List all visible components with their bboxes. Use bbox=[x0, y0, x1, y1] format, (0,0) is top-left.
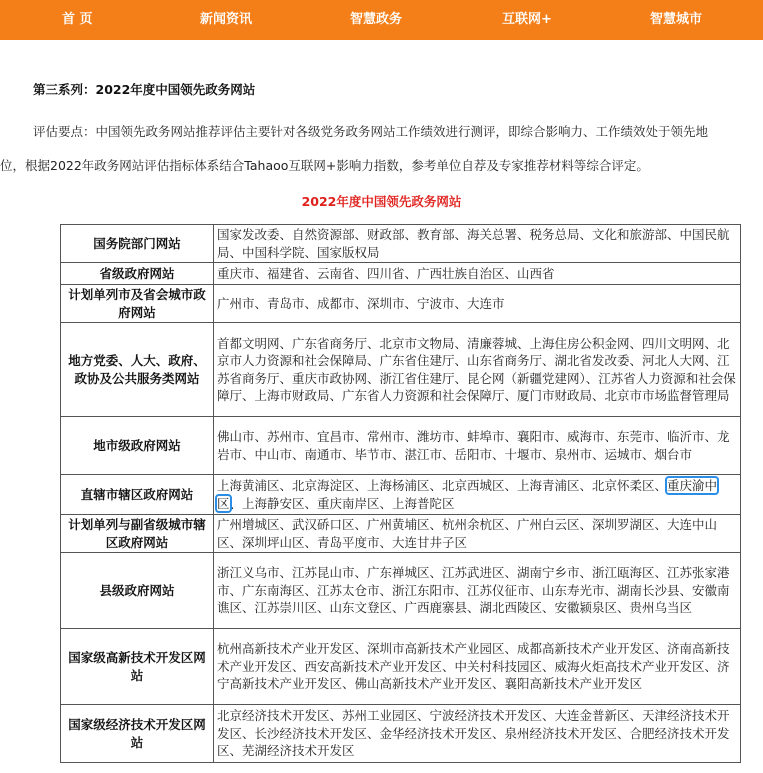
sites-text-after: 、上海静安区、重庆南岸区、上海普陀区 bbox=[229, 495, 455, 511]
table-row bbox=[61, 705, 741, 763]
category-cell: 县级政府网站 bbox=[61, 553, 214, 629]
table-row bbox=[61, 629, 741, 705]
table-row bbox=[61, 417, 741, 475]
table-row bbox=[61, 263, 741, 285]
category-cell: 地市级政府网站 bbox=[61, 417, 214, 475]
sites-cell: 广州市、青岛市、成都市、深圳市、宁波市、大连市 bbox=[214, 285, 741, 323]
highlighted-site: 重庆渝中区 bbox=[217, 478, 718, 511]
section-title: 第三系列：2022年度中国领先政务网站 bbox=[33, 82, 256, 97]
sites-cell bbox=[214, 475, 741, 515]
category-cell: 国家级高新技术开发区网站 bbox=[61, 629, 214, 705]
category-cell: 国务院部门网站 bbox=[61, 225, 214, 263]
sites-cell: 重庆市、福建省、云南省、四川省、广西壮族自治区、山西省 bbox=[214, 263, 741, 285]
sites-cell: 首都文明网、广东省商务厅、北京市文物局、清廉蓉城、上海住房公积金网、四川文明网、北京市人力资源和社会保障局、广东省住建厅、山东省商务厅、湖北省发改委、河北人大网、江苏省商务厅、重庆市政协网、浙江省住建厅、昆仑网（新疆党建网）、江苏省人力资源和社会保障厅、上海市财政局、广东省人力资源和社会保障厅、厦门市财政局、北京市市场监督管理局 bbox=[214, 323, 741, 417]
nav-item-news[interactable]: 新闻资讯 bbox=[200, 12, 253, 27]
sites-cell: 北京经济技术开发区、苏州工业园区、宁波经济技术开发区、大连金普新区、天津经济技术开发区、长沙经济技术开发区、金华经济技术开发区、泉州经济技术开发区、合肥经济技术开发区、芜湖经济技术开发区 bbox=[214, 705, 741, 763]
category-cell: 计划单列市及省会城市政府网站 bbox=[61, 285, 214, 323]
table-row bbox=[61, 285, 741, 323]
nav-item-smart-city[interactable]: 智慧城市 bbox=[650, 12, 703, 27]
top-nav-bar bbox=[0, 0, 763, 40]
table-title: 2022年度中国领先政务网站 bbox=[301, 194, 462, 209]
nav-item-smart-government[interactable]: 智慧政务 bbox=[350, 12, 403, 27]
category-cell: 计划单列与副省级城市辖区政府网站 bbox=[61, 515, 214, 553]
sites-cell: 国家发改委、自然资源部、财政部、教育部、海关总署、税务总局、文化和旅游部、中国民航局、中国科学院、国家版权局 bbox=[214, 225, 741, 263]
evaluation-paragraph-line-1: 评估要点：中国领先政务网站推荐评估主要针对各级党务政务网站工作绩效进行测评，即综合影响力、工作绩效处于领先地 bbox=[33, 124, 709, 139]
sites-cell: 杭州高新技术产业开发区、深圳市高新技术产业园区、成都高新技术产业开发区、济南高新技术产业开发区、西安高新技术产业开发区、中关村科技园区、威海火炬高技术产业开发区、济宁高新技术产业开发区、佛山高新技术产业开发区、襄阳高新技术产业开发区 bbox=[214, 629, 741, 705]
table-row bbox=[61, 515, 741, 553]
category-cell: 地方党委、人大、政府、政协及公共服务类网站 bbox=[61, 323, 214, 417]
evaluation-paragraph-line-2: 位，根据2022年政务网站评估指标体系结合Tahaoo互联网+影响力指数，参考单位自荐及专家推荐材料等综合评定。 bbox=[0, 158, 649, 173]
sites-cell: 浙江义乌市、江苏昆山市、广东禅城区、江苏武进区、湖南宁乡市、浙江瓯海区、江苏张家港市、广东南海区、江苏太仓市、浙江东阳市、江苏仪征市、山东寿光市、湖南长沙县、安徽南谯区、江苏崇川区、山东文登区、广西鹿寨县、湖北西陵区、安徽颍泉区、贵州乌当区 bbox=[214, 553, 741, 629]
category-cell: 直辖市辖区政府网站 bbox=[61, 475, 214, 515]
table-row bbox=[61, 323, 741, 417]
category-cell: 省级政府网站 bbox=[61, 263, 214, 285]
category-cell: 国家级经济技术开发区网站 bbox=[61, 705, 214, 763]
nav-item-home[interactable]: 首 页 bbox=[62, 12, 93, 27]
table-row bbox=[61, 553, 741, 629]
leading-government-sites-table bbox=[60, 224, 741, 763]
sites-cell: 广州增城区、武汉硚口区、广州黄埔区、杭州余杭区、广州白云区、深圳罗湖区、大连中山区、深圳坪山区、青岛平度市、大连甘井子区 bbox=[214, 515, 741, 553]
table-row bbox=[61, 475, 741, 515]
table-row bbox=[61, 225, 741, 263]
sites-text-before: 上海黄浦区、北京海淀区、上海杨浦区、北京西城区、上海青浦区、北京怀柔区、 bbox=[217, 478, 668, 493]
nav-item-internet-plus[interactable]: 互联网+ bbox=[502, 12, 552, 27]
sites-cell: 佛山市、苏州市、宜昌市、常州市、潍坊市、蚌埠市、襄阳市、威海市、东莞市、临沂市、龙岩市、中山市、南通市、毕节市、湛江市、岳阳市、十堰市、泉州市、运城市、烟台市 bbox=[214, 417, 741, 475]
